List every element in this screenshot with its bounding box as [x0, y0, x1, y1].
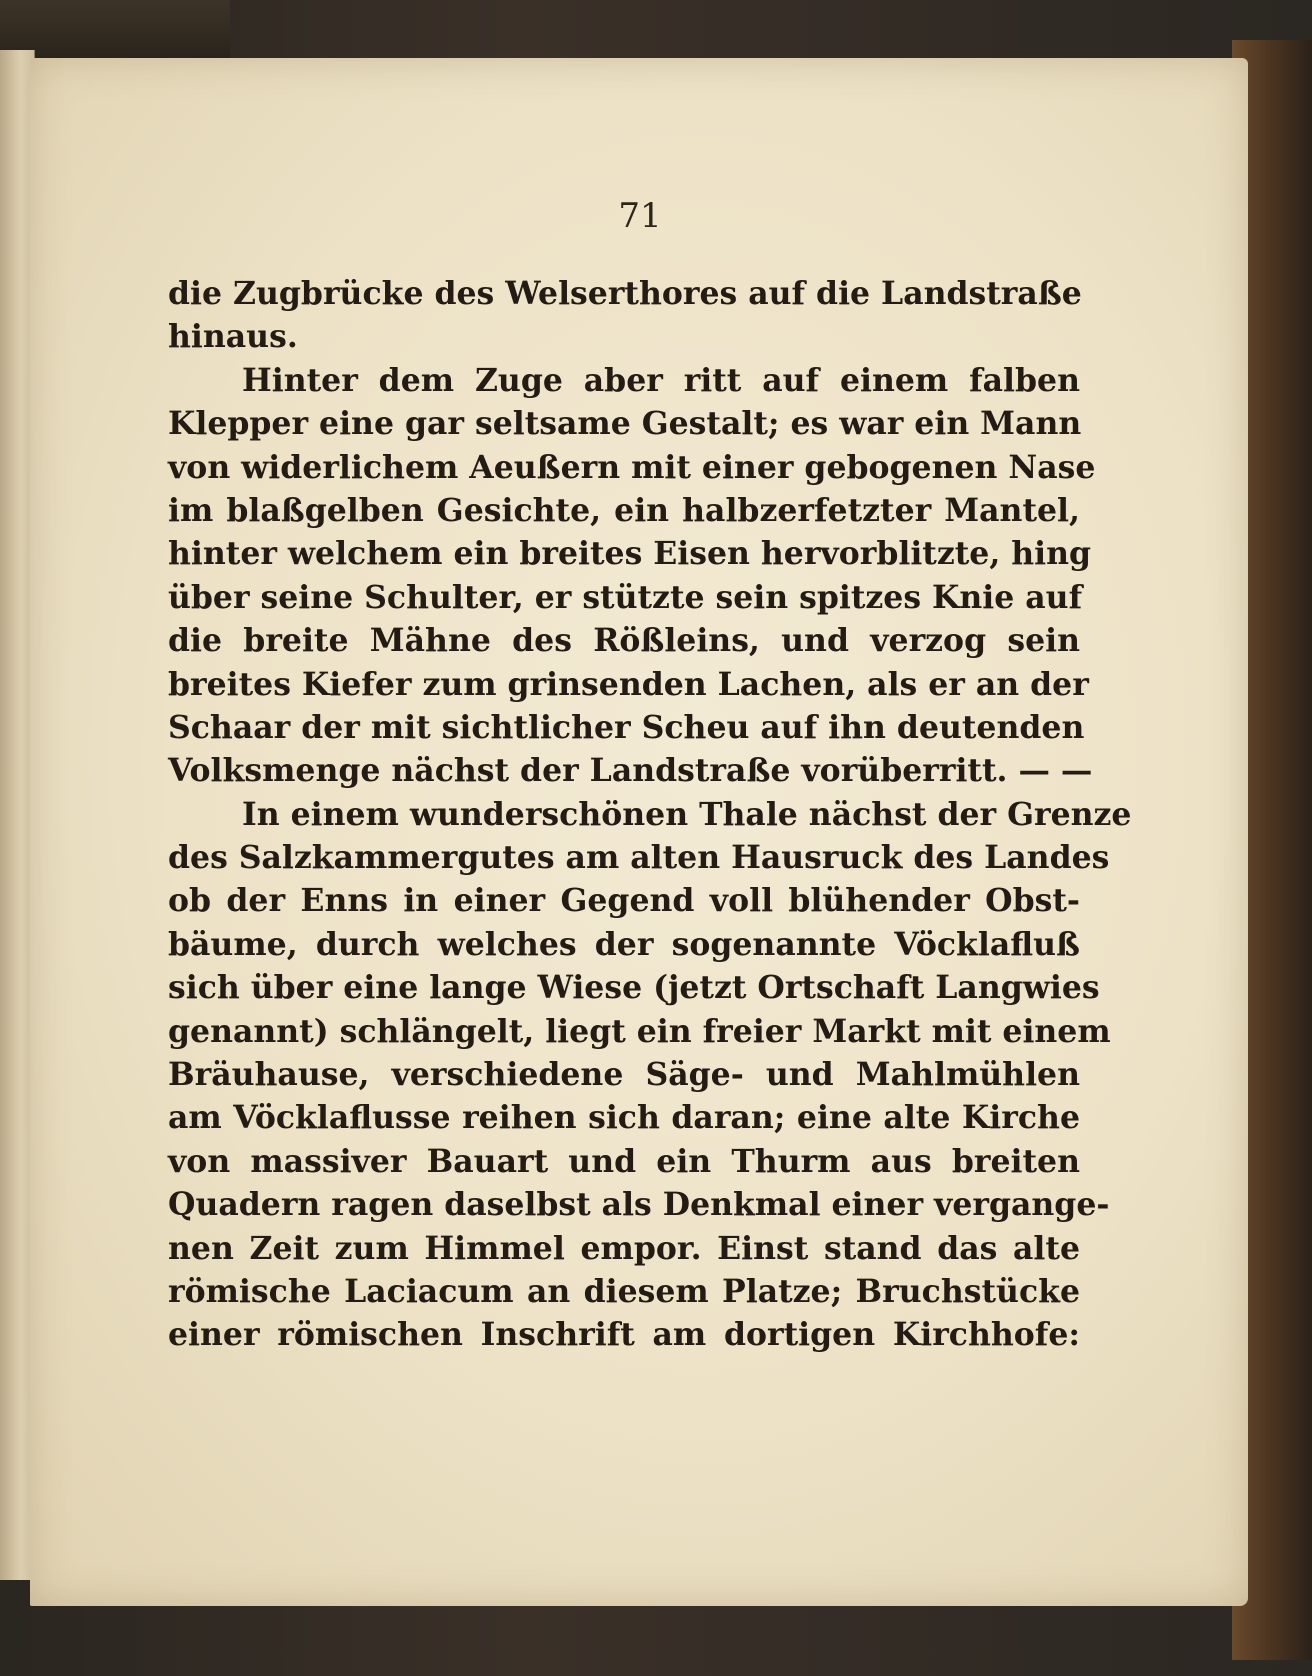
page-text — [168, 272, 1132, 1357]
text-line: hinter welchem ein breites Eisen hervorblitzte, hing — [168, 535, 1092, 573]
text-line: am Vöcklaflusse reihen sich daran; eine alte Kirche — [168, 1099, 1080, 1137]
text-line: ob der Enns in einer Gegend voll blühender Obst- — [168, 882, 1080, 920]
text-line: von massiver Bauart und ein Thurm aus breiten — [168, 1142, 1080, 1180]
text-line: Hinter dem Zuge aber ritt auf einem falben — [242, 361, 1080, 399]
text-line: Klepper eine gar seltsame Gestalt; es war ein Mann — [168, 405, 1082, 443]
text-line: des Salzkammergutes am alten Hausruck des Landes — [168, 839, 1110, 877]
text-line: römische Laciacum an diesem Platze; Bruchstücke — [168, 1272, 1080, 1310]
text-line: nen Zeit zum Himmel empor. Einst stand das alte — [168, 1229, 1080, 1267]
text-line: genannt) schlängelt, liegt ein freier Markt mit einem — [168, 1012, 1111, 1050]
text-line: von widerlichem Aeußern mit einer gebogenen Nase — [168, 448, 1096, 486]
text-line: hinaus. — [168, 318, 298, 356]
text-line: bäume, durch welches der sogenannte Vöcklafluß — [168, 925, 1080, 963]
text-line: Quadern ragen daselbst als Denkmal einer vergange- — [168, 1186, 1110, 1224]
text-line: Bräuhause, verschiedene Säge- und Mahlmühlen — [168, 1056, 1080, 1094]
text-line: die Zugbrücke des Welserthores auf die Landstraße — [168, 275, 1082, 312]
text-line: im blaßgelben Gesichte, ein halbzerfetzter Mantel, — [168, 491, 1080, 529]
text-line: breites Kiefer zum grinsenden Lachen, als er an der — [168, 665, 1089, 703]
text-line: über seine Schulter, er stützte sein spitzes Knie auf — [168, 578, 1083, 616]
text-line: In einem wunderschönen Thale nächst der Grenze — [242, 795, 1132, 833]
text-line: Volksmenge nächst der Landstraße vorüberritt. — — — [168, 752, 1093, 790]
book-page — [30, 58, 1248, 1606]
text-line: sich über eine lange Wiese (jetzt Ortschaft Langwies — [168, 969, 1100, 1007]
text-line: einer römischen Inschrift am dortigen Kirchhofe: — [168, 1316, 1080, 1354]
text-line: die breite Mähne des Rößleins, und verzog sein — [168, 622, 1080, 660]
text-line: Schaar der mit sichtlicher Scheu auf ihn deutenden — [168, 708, 1085, 746]
page-number: 71 — [618, 196, 662, 236]
